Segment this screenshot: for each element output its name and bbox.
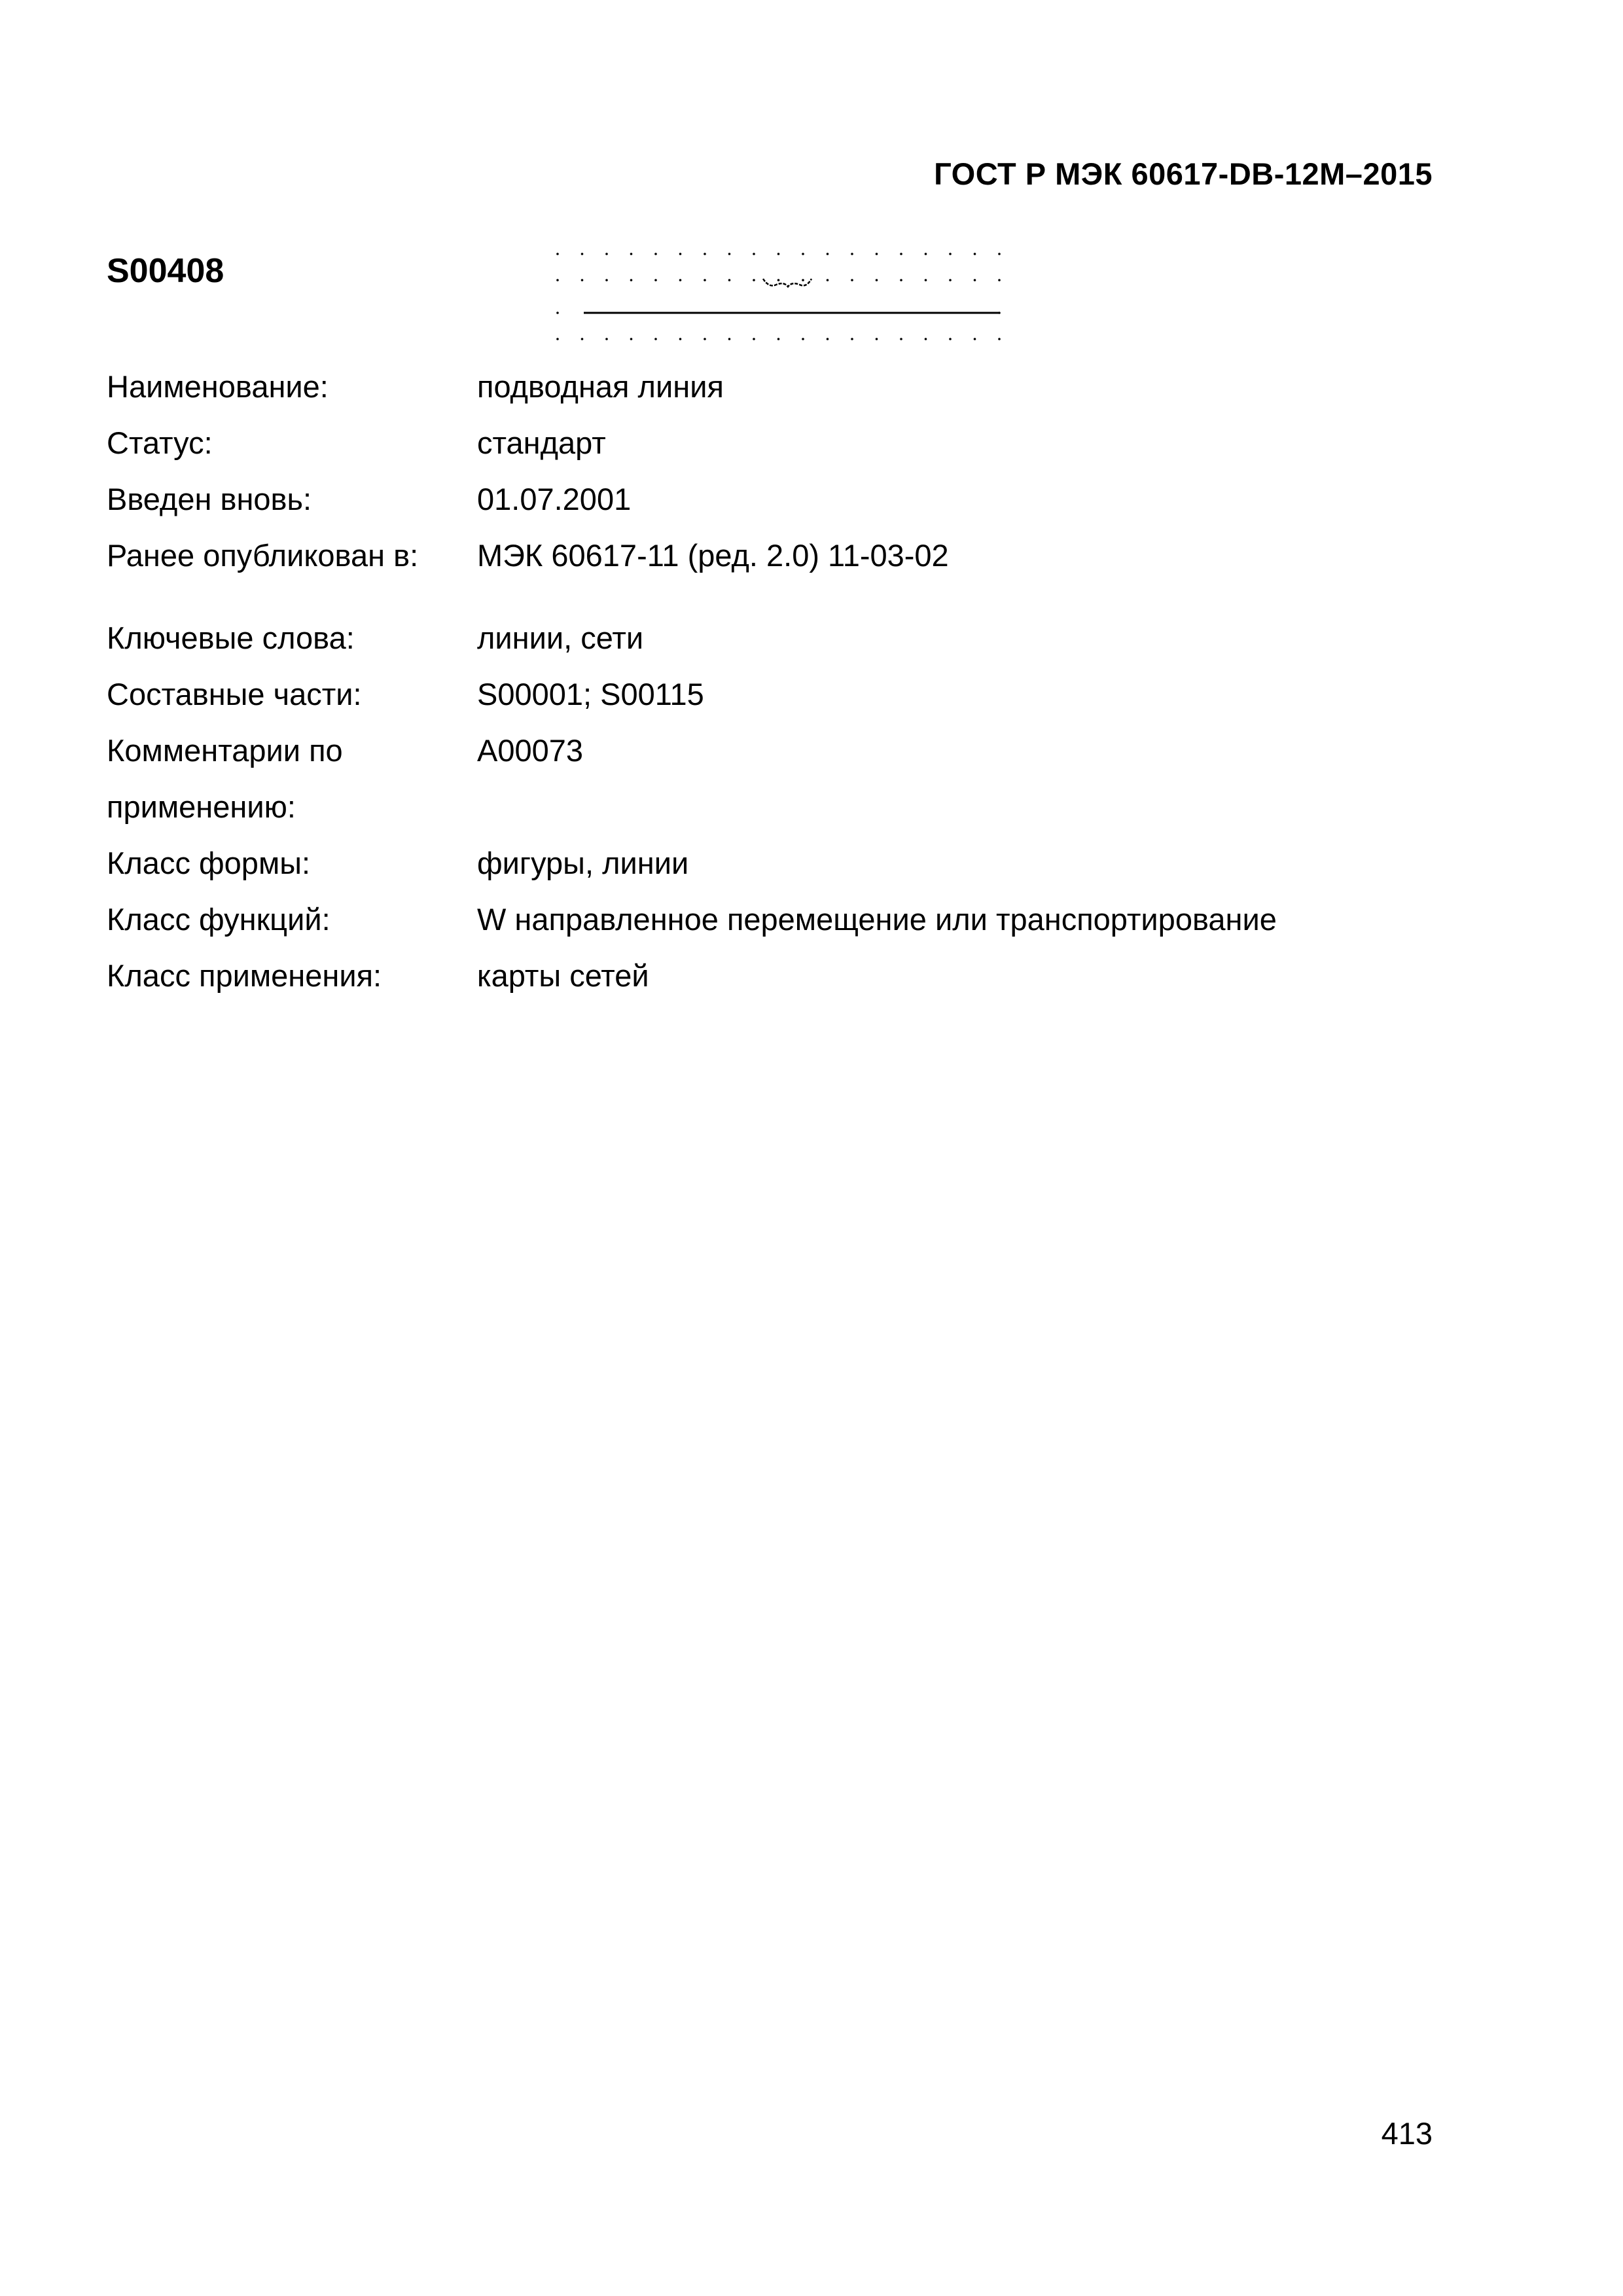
- grid-dot: [974, 338, 976, 340]
- symbol-wave-icon: [763, 279, 812, 287]
- property-value: линии, сети: [477, 620, 644, 655]
- property-label: Класс применения:: [107, 958, 382, 993]
- grid-dot: [556, 312, 559, 314]
- grid-dot: [851, 253, 853, 255]
- grid-dot: [925, 253, 927, 255]
- grid-dot: [728, 253, 731, 255]
- symbol-code: S00408: [107, 252, 224, 290]
- grid-dot: [581, 338, 584, 340]
- property-value: МЭК 60617-11 (ред. 2.0) 11-03-02: [477, 538, 949, 573]
- property-row-application-class: [107, 948, 1442, 1004]
- grid-dot: [605, 279, 608, 281]
- grid-dot: [581, 253, 584, 255]
- grid-dot: [925, 279, 927, 281]
- property-row-shape-class: [107, 835, 1442, 891]
- property-value: фигуры, линии: [477, 846, 689, 880]
- property-row-introduced: [107, 471, 1442, 528]
- property-row-keywords: [107, 610, 1442, 666]
- property-value: A00073: [477, 733, 584, 768]
- grid-dot: [876, 279, 878, 281]
- grid-dot: [777, 279, 780, 281]
- grid-dot: [753, 279, 755, 281]
- symbol-dot-grid: [556, 253, 1001, 340]
- grid-dot: [900, 338, 902, 340]
- grid-dot: [998, 338, 1001, 340]
- grid-dot: [630, 253, 633, 255]
- grid-dot: [654, 253, 657, 255]
- property-row-name: [107, 359, 1442, 415]
- grid-dot: [802, 279, 804, 281]
- grid-dot: [605, 338, 608, 340]
- grid-dot: [827, 253, 829, 255]
- grid-dot: [630, 338, 633, 340]
- grid-dot: [679, 279, 682, 281]
- grid-dot: [949, 279, 952, 281]
- grid-dot: [679, 253, 682, 255]
- grid-dot: [556, 338, 559, 340]
- grid-dot: [802, 338, 804, 340]
- property-row-comments: [107, 723, 1442, 835]
- grid-dot: [900, 279, 902, 281]
- grid-dot: [876, 253, 878, 255]
- grid-dot: [851, 338, 853, 340]
- grid-dot: [704, 279, 706, 281]
- grid-dot: [900, 253, 902, 255]
- grid-dot: [802, 253, 804, 255]
- property-label: Введен вновь:: [107, 482, 312, 516]
- property-label: Комментарии по применению:: [107, 733, 343, 824]
- grid-dot: [851, 279, 853, 281]
- grid-dot: [654, 279, 657, 281]
- property-row-function-class: [107, 891, 1442, 948]
- property-label: Составные части:: [107, 677, 362, 711]
- page-number: 413: [1381, 2116, 1433, 2151]
- submarine-line-symbol-icon: [541, 240, 1031, 351]
- property-label: Наименование:: [107, 369, 329, 404]
- grid-dot: [704, 338, 706, 340]
- grid-dot: [581, 279, 584, 281]
- property-label: Класс функций:: [107, 902, 330, 937]
- grid-dot: [949, 253, 952, 255]
- property-label: Ранее опубликован в:: [107, 538, 419, 573]
- grid-dot: [556, 253, 559, 255]
- grid-dot: [974, 279, 976, 281]
- grid-dot: [556, 279, 559, 281]
- property-label: Статус:: [107, 425, 213, 460]
- symbol-properties: [107, 359, 1442, 1004]
- grid-dot: [728, 338, 731, 340]
- grid-dot: [925, 338, 927, 340]
- property-row-published: [107, 528, 1442, 584]
- grid-dot: [728, 279, 731, 281]
- grid-dot: [876, 338, 878, 340]
- grid-dot: [753, 338, 755, 340]
- grid-dot: [654, 338, 657, 340]
- grid-dot: [827, 338, 829, 340]
- property-label: Класс формы:: [107, 846, 311, 880]
- property-row-components: [107, 666, 1442, 723]
- property-row-status: [107, 415, 1442, 471]
- standard-header: ГОСТ Р МЭК 60617-DB-12М–2015: [934, 156, 1433, 191]
- grid-dot: [777, 253, 780, 255]
- property-label: Ключевые слова:: [107, 620, 355, 655]
- grid-dot: [949, 338, 952, 340]
- property-value: карты сетей: [477, 958, 649, 993]
- grid-dot: [777, 338, 780, 340]
- property-value: стандарт: [477, 425, 606, 460]
- property-value: подводная линия: [477, 369, 724, 404]
- grid-dot: [753, 253, 755, 255]
- grid-dot: [704, 253, 706, 255]
- property-value: 01.07.2001: [477, 482, 632, 516]
- grid-dot: [827, 279, 829, 281]
- property-value: S00001; S00115: [477, 677, 704, 711]
- grid-dot: [998, 253, 1001, 255]
- grid-dot: [605, 253, 608, 255]
- grid-dot: [679, 338, 682, 340]
- property-value: W направленное перемещение или транспортирование: [477, 902, 1277, 937]
- grid-dot: [974, 253, 976, 255]
- grid-dot: [630, 279, 633, 281]
- grid-dot: [998, 279, 1001, 281]
